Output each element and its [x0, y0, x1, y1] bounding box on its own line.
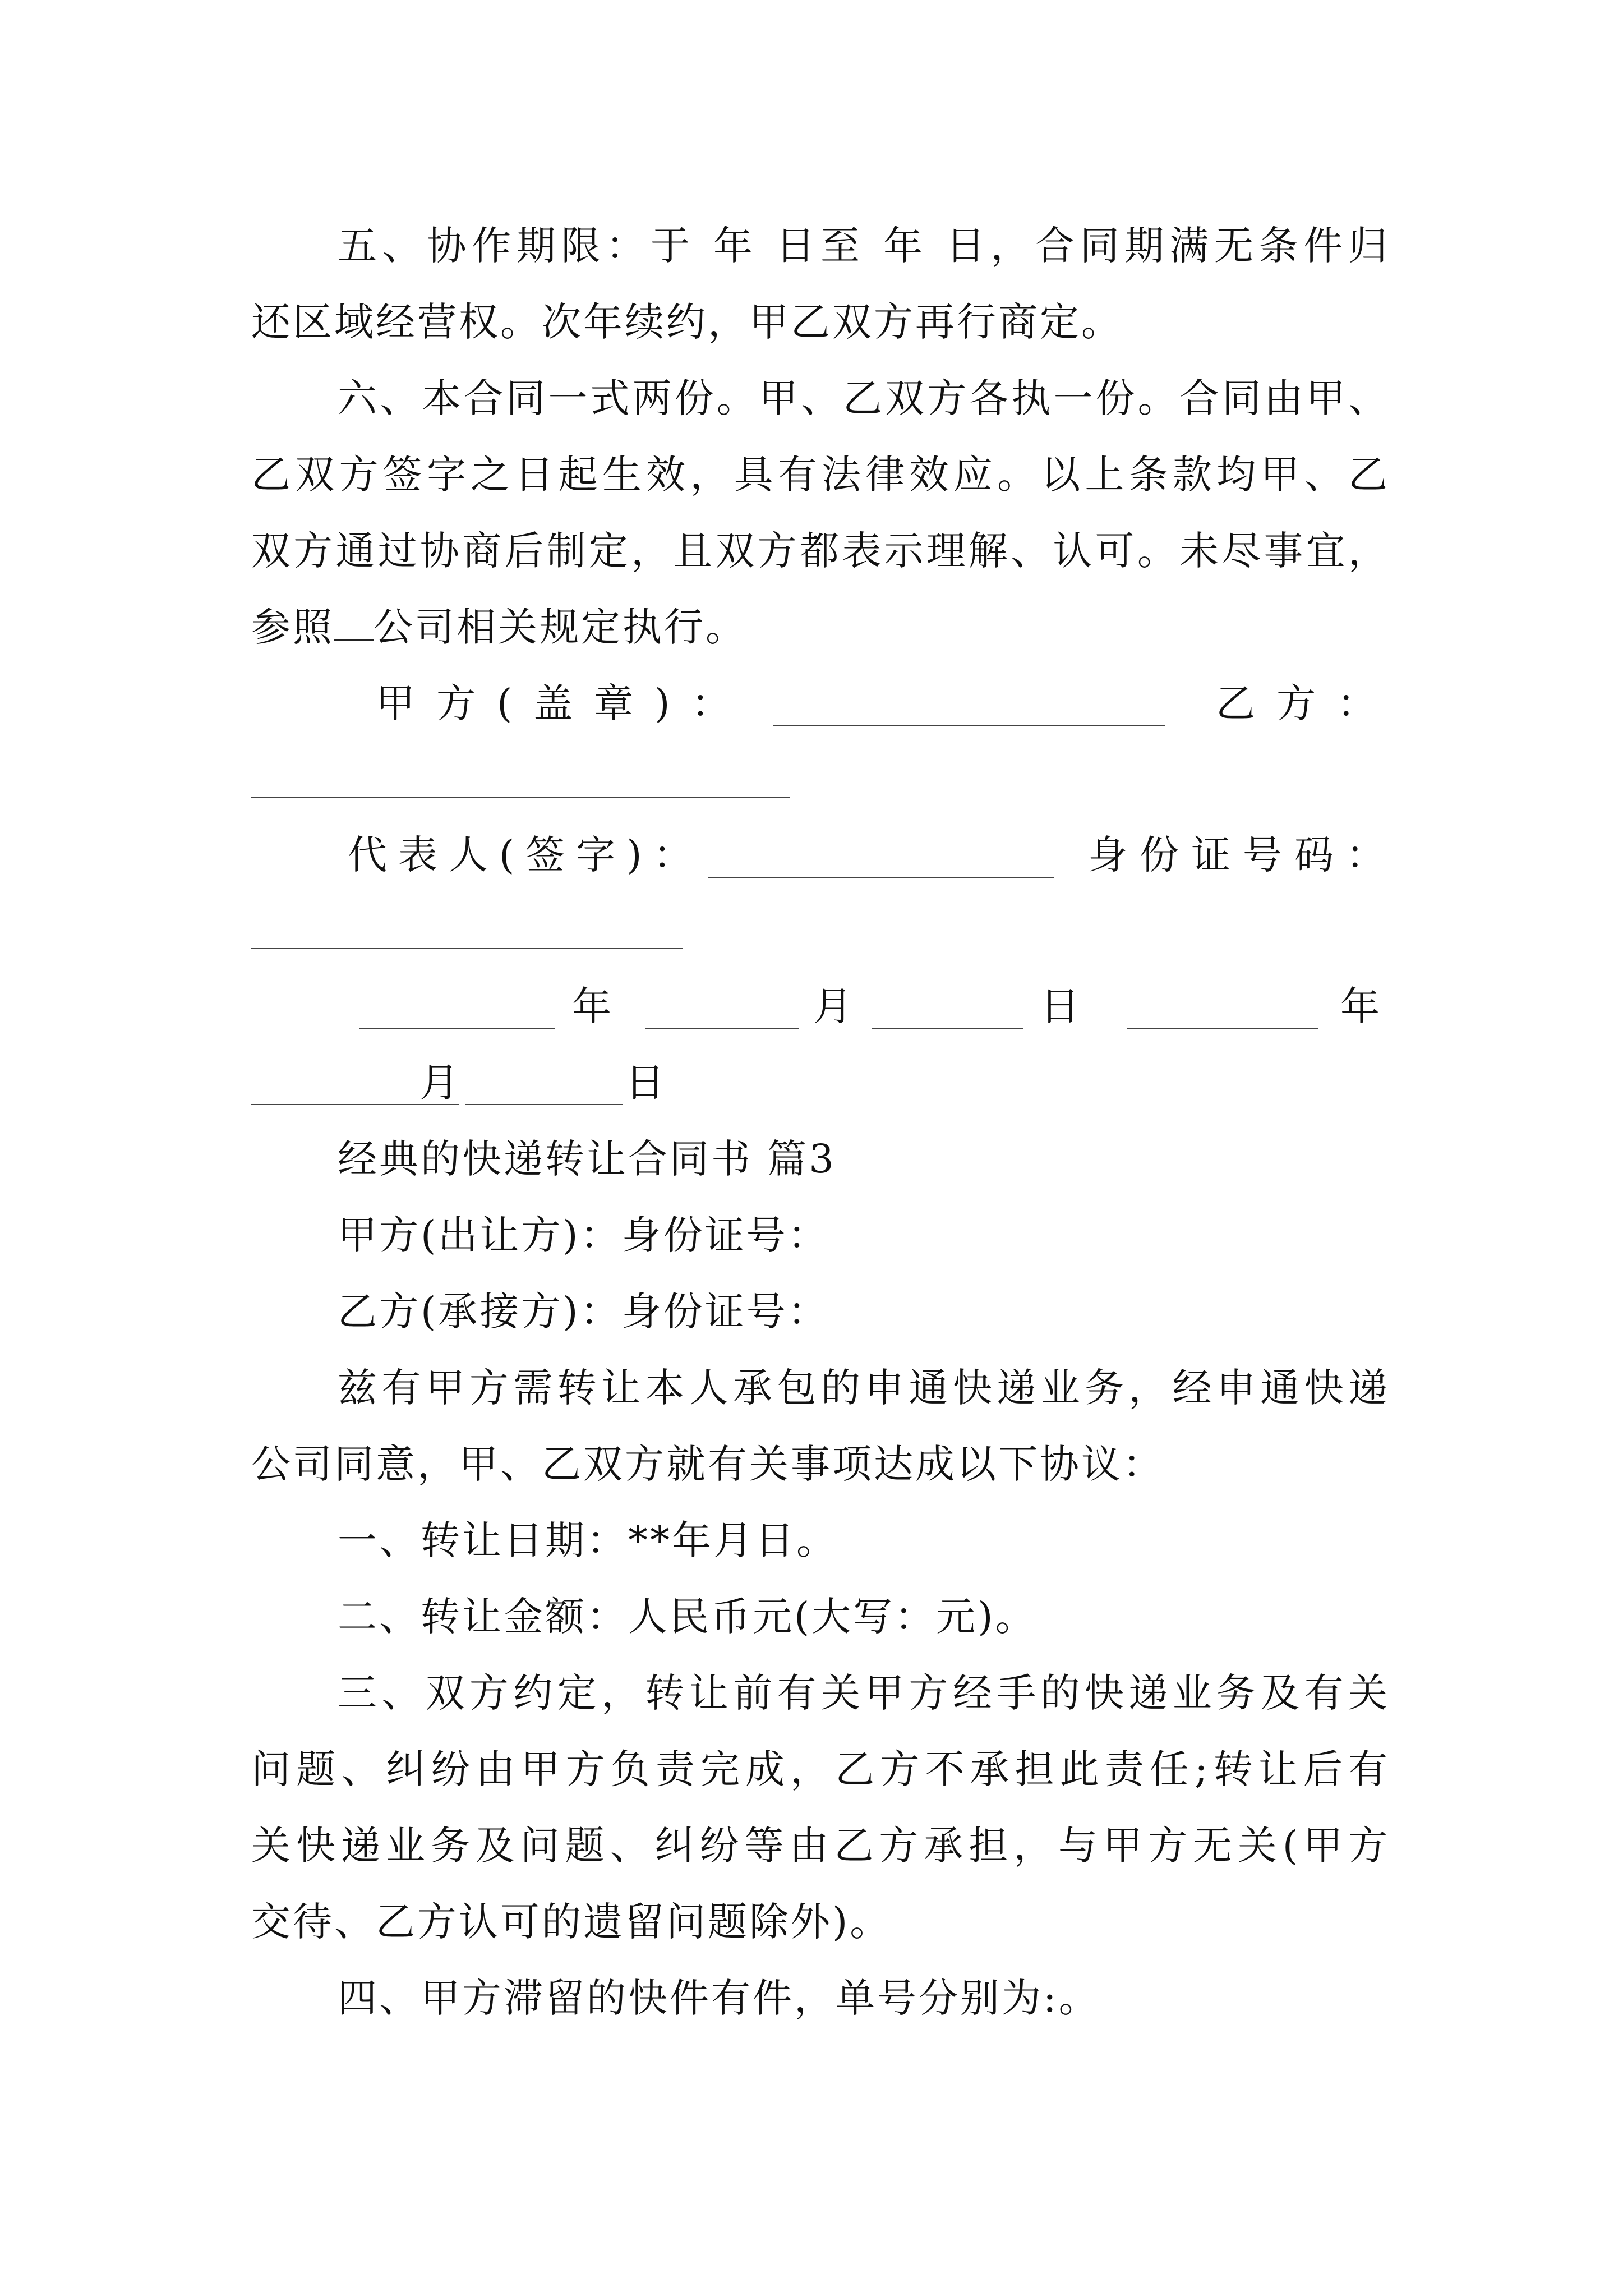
article3-item3-line1: 三、双方约定，转让前有关甲方经手的快递业务及有关 [338, 1670, 1390, 1716]
date-b-year: 年 [1340, 983, 1382, 1029]
date-b-month: 月 [419, 1060, 461, 1106]
id-number-label: 身份证号码： [1088, 832, 1398, 878]
section6-line1: 六、本合同一式两份。甲、乙双方各执一份。合同由甲、 [338, 375, 1390, 421]
article3-item3-line3: 关快递业务及问题、纠纷等由乙方承担，与甲方无关(甲方 [251, 1823, 1390, 1869]
date-a-day-line [872, 1028, 1023, 1029]
article3-intro-line2: 公司同意，甲、乙双方就有关事项达成以下协议： [251, 1441, 1164, 1487]
section5-line2: 还区域经营权。次年续约，甲乙双方再行商定。 [251, 299, 1123, 345]
date-a-month-line [645, 1028, 799, 1029]
article3-item2: 二、转让金额：人民币元(大写：元)。 [338, 1594, 1037, 1640]
article3-party-b: 乙方(承接方)：身份证号： [338, 1289, 829, 1335]
section6-line4-prefix: 参照 [251, 604, 334, 650]
section6-line3: 双方通过协商后制定，且双方都表示理解、认可。未尽事宜， [251, 528, 1390, 574]
section6-line4 [251, 599, 1390, 655]
date-b-day: 日 [625, 1060, 667, 1106]
date-a-year-line [359, 1028, 555, 1029]
section5-line1: 五、协作期限：于 年 日至 年 日，合同期满无条件归 [338, 223, 1390, 269]
company-blank [334, 605, 374, 641]
section6-line2: 乙双方签字之日起生效，具有法律效应。以上条款均甲、乙 [251, 452, 1390, 498]
representative-signature-line [708, 877, 1054, 878]
party-b-signature-line [251, 797, 790, 798]
section6-line4-suffix: 公司相关规定执行。 [374, 604, 747, 650]
date-a-day: 日 [1040, 983, 1082, 1029]
party-a-signature-line [773, 725, 1165, 726]
date-a-month: 月 [813, 983, 855, 1029]
article3-title: 经典的快递转让合同书 篇3 [338, 1136, 836, 1182]
article3-item1: 一、转让日期：**年月日。 [338, 1517, 838, 1563]
representative-label: 代表人(签字)： [348, 832, 704, 878]
article3-intro-line1: 兹有甲方需转让本人承包的申通快递业务，经申通快递 [338, 1365, 1390, 1411]
article3-party-a: 甲方(出让方)：身份证号： [338, 1212, 829, 1258]
article3-item4: 四、甲方滞留的快件有件，单号分别为:。 [338, 1975, 1100, 2021]
date-b-year-line [1127, 1028, 1318, 1029]
article3-item3-line4: 交待、乙方认可的遗留问题除外)。 [251, 1899, 892, 1945]
party-b-label: 乙方： [1216, 680, 1398, 726]
date-b-day-line [465, 1104, 623, 1105]
id-number-line [251, 948, 683, 949]
date-a-year: 年 [572, 983, 614, 1029]
article3-item3-line2: 问题、纠纷由甲方负责完成，乙方不承担此责任;转让后有 [251, 1746, 1390, 1792]
party-a-seal-label: 甲方(盖章)： [376, 680, 752, 726]
